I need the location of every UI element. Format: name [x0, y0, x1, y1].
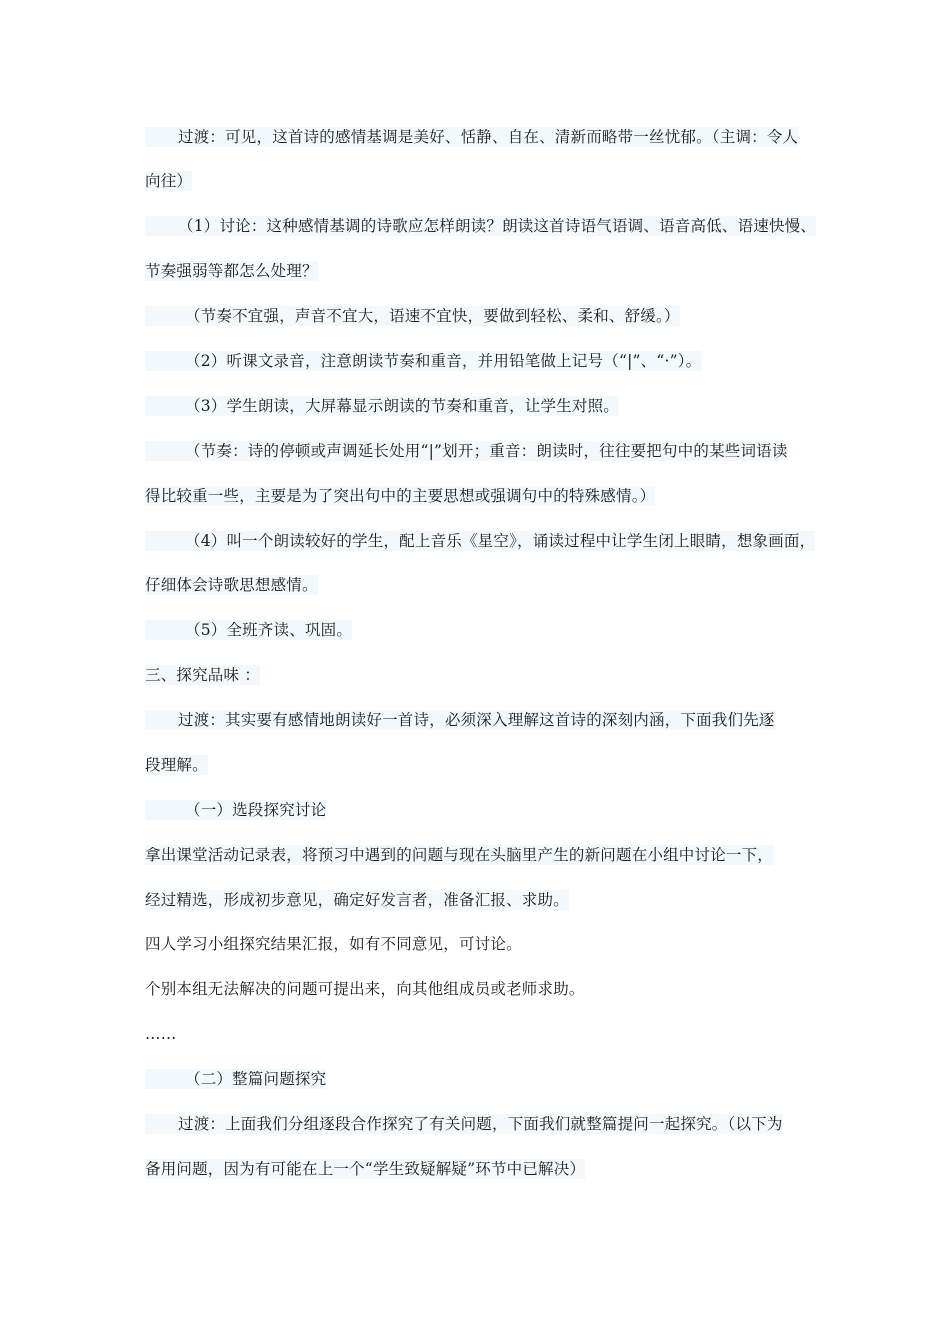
text-line	[145, 620, 352, 640]
text-line	[145, 441, 788, 461]
text-line	[145, 890, 569, 910]
text-line	[145, 845, 773, 865]
line-text: 拿出课堂活动记录表，将预习中遇到的问题与现在头脑里产生的新问题在小组中讨论一下，	[145, 846, 774, 864]
subsection-heading	[145, 800, 326, 820]
line-text: （二）整篇问题探究	[185, 1070, 327, 1088]
text-line	[145, 216, 816, 236]
subsection-heading	[145, 1069, 326, 1089]
line-text: 向往）	[145, 172, 193, 190]
line-text: 四人学习小组探究结果汇报，如有不同意见，可讨论。	[145, 935, 522, 953]
line-text: 段理解。	[145, 756, 208, 774]
line-text: 仔细体会诗歌思想感情。	[145, 576, 318, 594]
text-line	[145, 531, 815, 551]
line-text: （4）叫一个朗读较好的学生，配上音乐《星空》，诵读过程中让学生闭上眼睛，想象画面，	[185, 532, 816, 550]
text-line	[145, 934, 522, 954]
text-line	[145, 306, 680, 326]
text-line	[145, 127, 798, 147]
text-line	[145, 575, 318, 595]
text-line	[145, 710, 775, 730]
line-text: ……	[145, 1025, 177, 1043]
text-line	[145, 486, 655, 506]
text-line	[145, 351, 701, 371]
text-line	[145, 979, 585, 999]
line-text: 经过精选，形成初步意见，确定好发言者，准备汇报、求助。	[145, 891, 569, 909]
line-text: 备用问题，因为有可能在上一个“学生致疑解疑”环节中已解决）	[145, 1160, 586, 1178]
line-text: （一）选段探究讨论	[185, 801, 327, 819]
line-text: （5）全班齐读、巩固。	[185, 621, 353, 639]
line-text: （2）听课文录音，注意朗读节奏和重音，并用铅笔做上记号（“|”、“·”）。	[185, 352, 702, 370]
line-text: 个别本组无法解决的问题可提出来，向其他组成员或老师求助。	[145, 980, 585, 998]
line-text: （3）学生朗读，大屏幕显示朗读的节奏和重音，让学生对照。	[185, 397, 619, 415]
line-text: （1）讨论：这种感情基调的诗歌应怎样朗读？朗读这首诗语气语调、语音高低、语速快慢、	[178, 217, 817, 235]
text-line	[145, 396, 619, 416]
section-heading	[145, 665, 260, 685]
line-text: 过渡：上面我们分组逐段合作探究了有关问题，下面我们就整篇提问一起探究。（以下为	[178, 1115, 783, 1133]
line-text: 得比较重一些，主要是为了突出句中的主要思想或强调句中的特殊感情。）	[145, 487, 656, 505]
text-line	[145, 1159, 585, 1179]
text-line	[145, 171, 192, 191]
text-line	[145, 261, 318, 281]
line-text: 三、探究品味 ：	[145, 666, 261, 684]
text-line	[145, 755, 208, 775]
ellipsis-line	[145, 1024, 176, 1044]
line-text: （节奏不宜强，声音不宜大，语速不宜快，要做到轻松、柔和、舒缓。）	[185, 307, 680, 325]
line-text: 节奏强弱等都怎么处理？	[145, 262, 318, 280]
text-line	[145, 1114, 783, 1134]
line-text: （节奏：诗的停顿或声调延长处用“|”划开；重音：朗读时，往往要把句中的某些词语读	[185, 442, 788, 460]
line-text: 过渡：其实要有感情地朗读好一首诗，必须深入理解这首诗的深刻内涵，下面我们先逐	[178, 711, 775, 729]
line-text: 过渡：可见，这首诗的感情基调是美好、恬静、自在、清新而略带一丝忧郁。（主调：令人	[178, 128, 799, 146]
